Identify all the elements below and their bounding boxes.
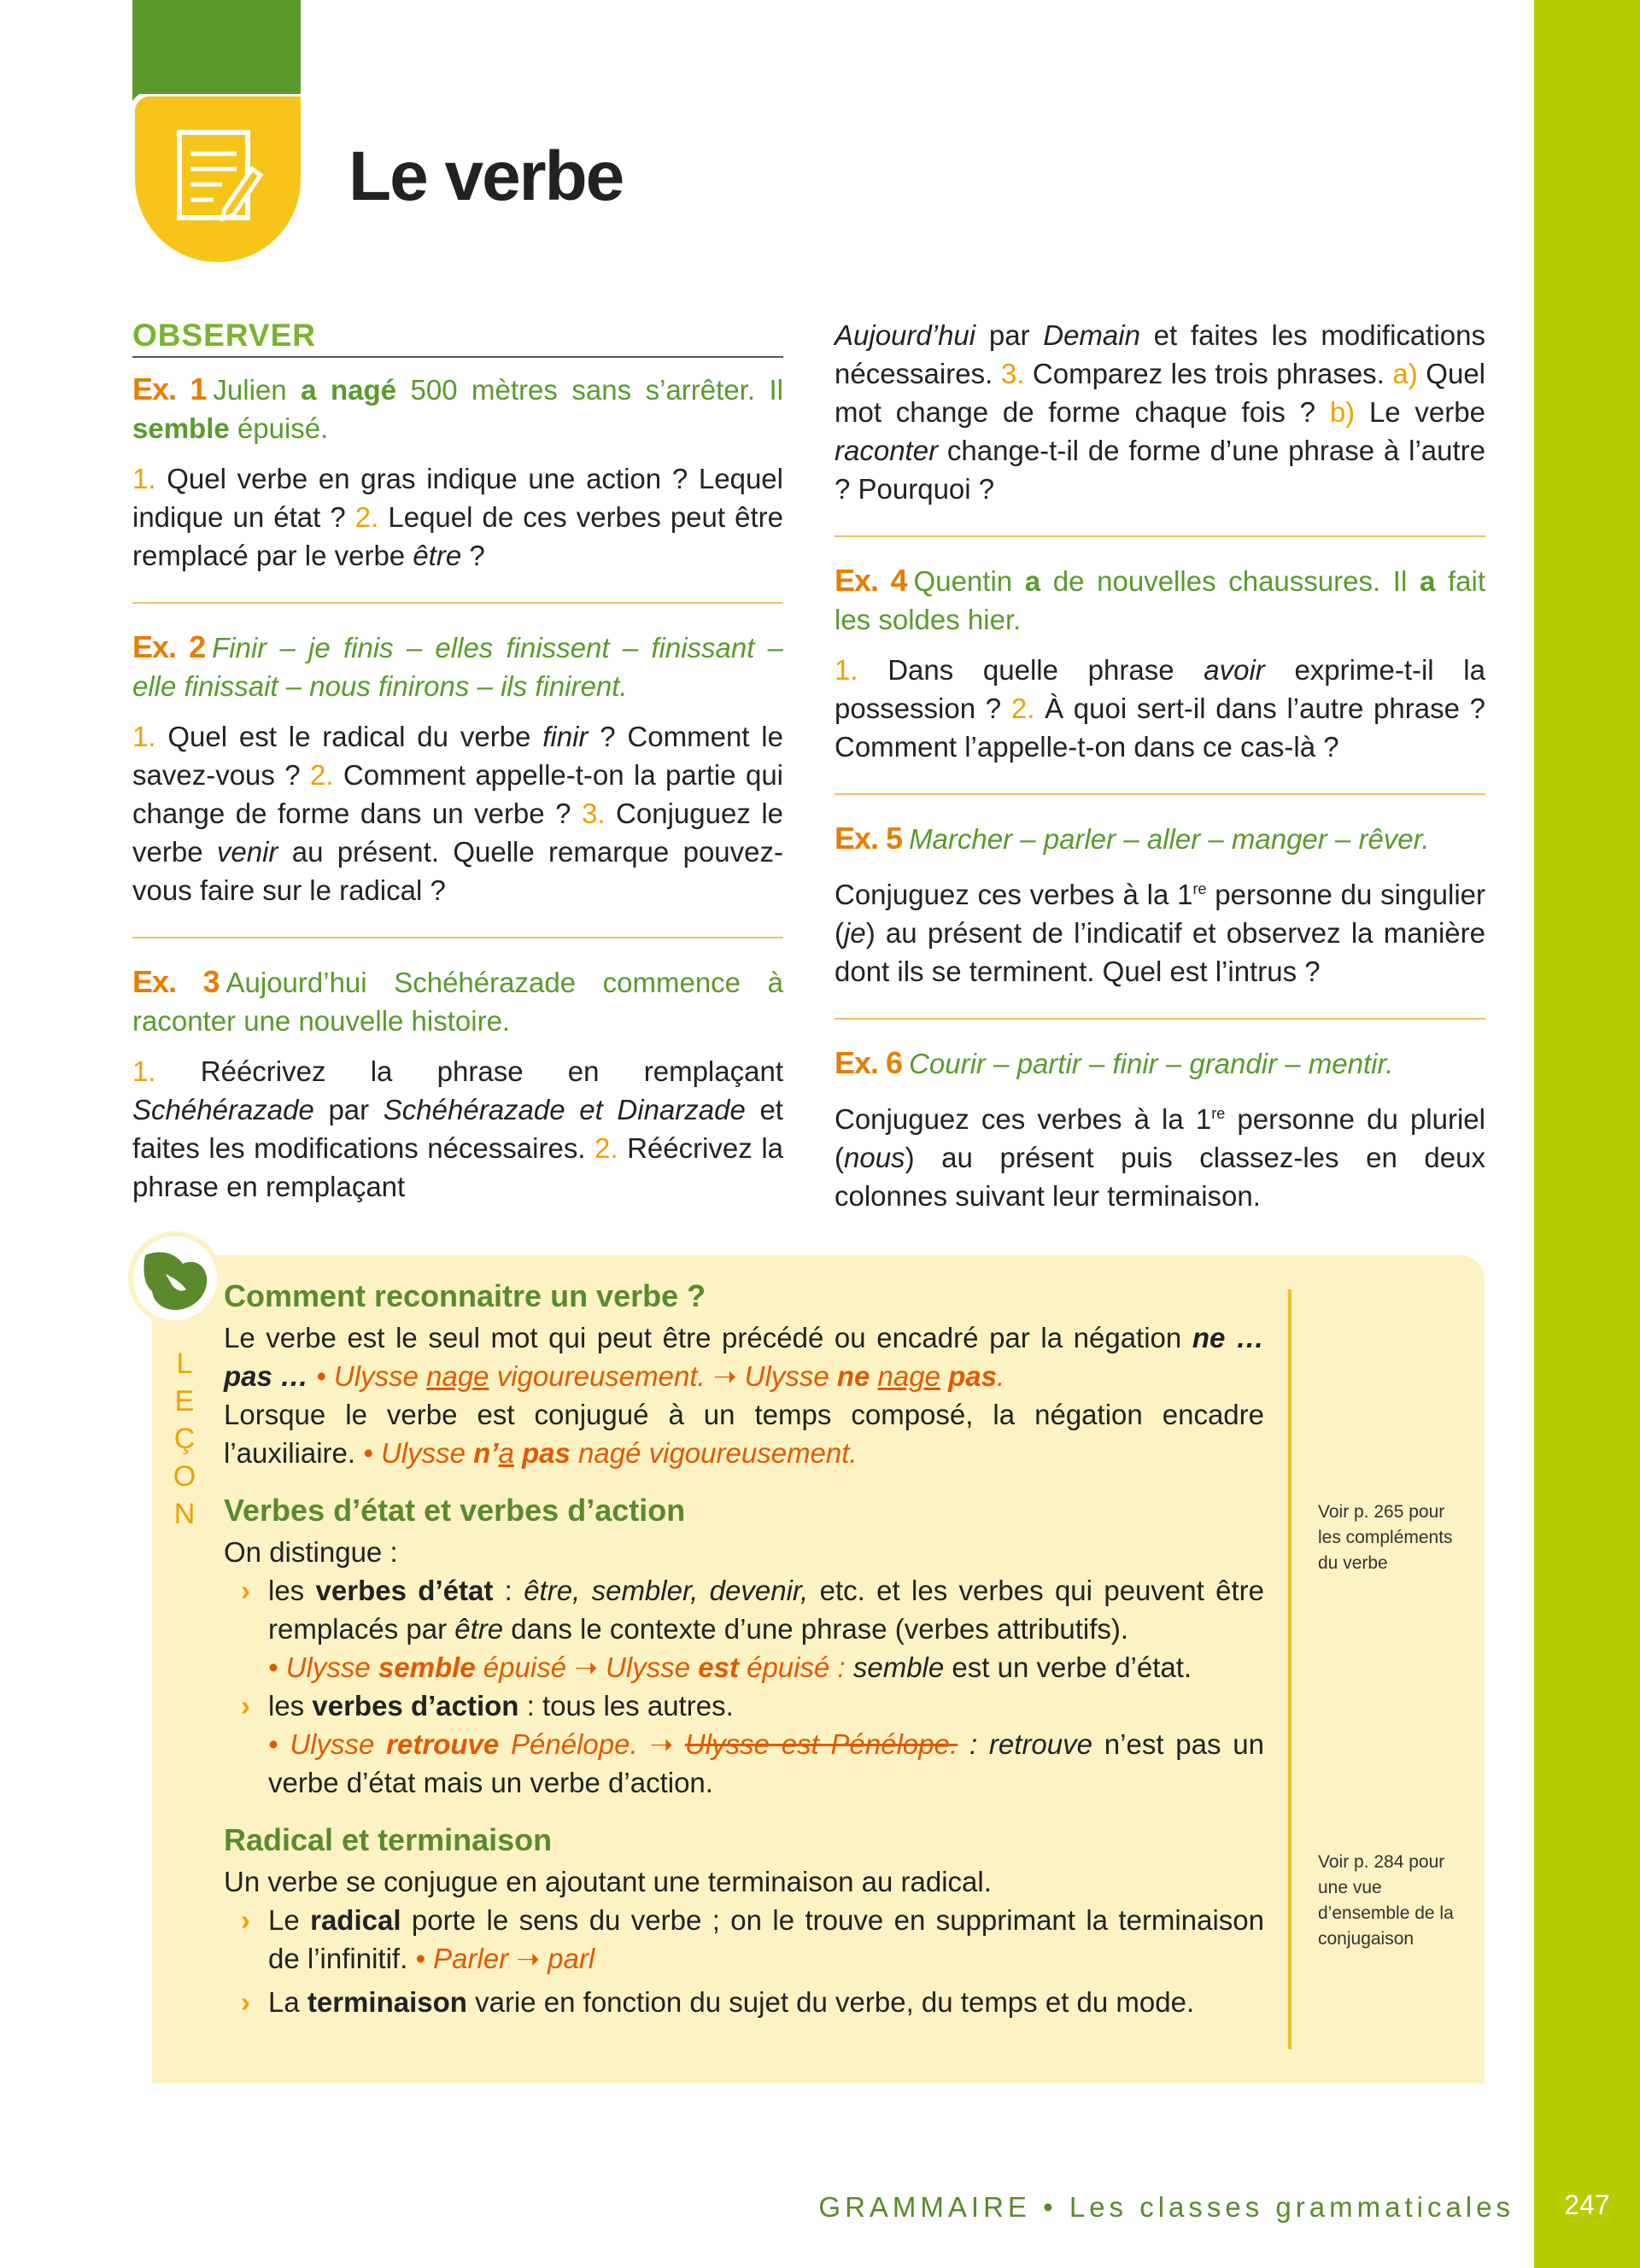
lesson-text: dans le contexte d’une phrase (verbes attributifs). [503, 1613, 1129, 1645]
example-text: • Ulysse [268, 1728, 387, 1760]
question-text: ) au présent puis classez-les en deux colonnes suivant leur terminaison. [835, 1142, 1485, 1212]
exercise-label: Ex. 5 [835, 821, 903, 856]
ex4-text: Quentin [913, 565, 1025, 597]
exercise-label: Ex. 3 [132, 964, 220, 999]
lesson-text: : [493, 1575, 524, 1606]
lesson-bullet [224, 1571, 1264, 1648]
exercise-label: Ex. 6 [835, 1045, 903, 1080]
ex1-text: épuisé. [229, 412, 329, 444]
ex5-statement: Marcher – parler – aller – manger – rêver. [909, 823, 1430, 855]
question-text: finir [542, 721, 589, 752]
question-text: je [844, 917, 866, 949]
example-text: nagé vigoureusement. [570, 1437, 858, 1469]
exercise-2 [132, 628, 783, 909]
ex4-text: fait les soldes hier. [835, 565, 1485, 635]
ex1-text: a nagé [301, 374, 396, 406]
lesson-heading: Comment reconnaitre un verbe ? [224, 1278, 706, 1313]
lesson-divider-line [1288, 1289, 1292, 2049]
question-number: 3. [1000, 358, 1025, 389]
lesson-example [224, 1725, 1264, 1802]
question-number: 2. [354, 501, 379, 533]
example-text: pas [948, 1360, 998, 1392]
exercise-4 [835, 561, 1485, 766]
lesson-text: les [268, 1575, 316, 1606]
question-text: et faites les modifications nécessaires. [835, 319, 1485, 389]
separator [132, 937, 783, 938]
separator [835, 1018, 1485, 1020]
lesson-text: est un verbe d’état. [944, 1651, 1192, 1683]
question-text: Schéhérazade et Dinarzade [383, 1094, 746, 1125]
lesson-example [224, 1648, 1264, 1686]
question-text: être [413, 540, 462, 571]
lesson-text: n’est pas un verbe d’état mais un verbe d’action. [268, 1728, 1265, 1798]
side-note-complements: Voir p. 265 pour les compléments du verbe [1318, 1502, 1453, 1573]
lesson-heading: Radical et terminaison [224, 1822, 553, 1857]
example-text [514, 1437, 522, 1469]
lesson-text: verbes d’action [312, 1690, 519, 1721]
exercise-label: Ex. 2 [132, 629, 206, 664]
question-number: 1. [835, 654, 858, 686]
lecon-letter: Ç [173, 1423, 196, 1455]
ex6-statement: Courir – partir – finir – grandir – mentir. [909, 1048, 1394, 1079]
example-text: • Ulysse [363, 1437, 474, 1469]
page-number: 247 [1564, 2189, 1610, 2220]
question-text: Aujourd’hui [835, 319, 976, 351]
question-text: Comment appelle-t-on la partie qui change de forme dans un verbe ? [132, 759, 784, 829]
question-text: Réécrivez la phrase en remplaçant [132, 1132, 783, 1202]
right-color-band [1534, 0, 1640, 2268]
example-text [940, 1360, 948, 1392]
lesson-text: Le verbe est le seul mot qui peut être précédé ou encadré par la négation [224, 1322, 1192, 1353]
example-text: • Ulysse [268, 1651, 378, 1683]
lesson-bullet [224, 1901, 1264, 1978]
chevron-right-icon: › [241, 1690, 250, 1721]
superscript: re [1192, 880, 1207, 897]
ex4-text: a [1419, 565, 1436, 597]
question-text: Quel verbe en gras indique une action ? Lequel indique un état ? [132, 463, 783, 533]
lesson-paragraph: On distingue : [224, 1536, 398, 1568]
exercise-label: Ex. 4 [835, 563, 907, 598]
question-text: Lequel de ces verbes peut être remplacé par le verbe [132, 501, 783, 571]
chevron-right-icon: › [241, 1575, 250, 1606]
lesson-text: : retrouve [958, 1728, 1092, 1760]
question-text: avoir [1204, 654, 1265, 686]
question-text: ) au présent de l’indicatif et observez la manière dont ils se terminent. Quel est l’intrus ? [835, 917, 1485, 987]
exercise-3-continued [835, 316, 1485, 508]
example-text: a [498, 1437, 514, 1469]
lesson-body [224, 1277, 1264, 2021]
lesson-bullet [224, 1983, 1264, 2021]
example-text [870, 1360, 877, 1392]
lesson-text: etc. et les verbes qui peuvent être remplacés par [268, 1575, 1264, 1645]
question-number: 3. [582, 798, 606, 829]
right-column [835, 316, 1485, 1232]
question-text: Quel est le radical du verbe [155, 721, 543, 752]
page-title: Le verbe [348, 137, 624, 215]
footer-subsection-label: Les classes grammaticales [1069, 2191, 1514, 2223]
lesson-text: porte le sens du verbe ; on le trouve en supprimant la terminaison de l’infinitif. [268, 1904, 1264, 1974]
footer-section-label: GRAMMAIRE [818, 2191, 1031, 2223]
document-edit-icon [132, 94, 303, 273]
example-text: nage [426, 1360, 489, 1392]
question-text: Comparez les trois phrases. [1024, 358, 1393, 389]
lesson-text: être [454, 1613, 504, 1645]
exercise-5 [835, 819, 1485, 991]
question-text: Conjuguez ces verbes à la 1 [835, 879, 1193, 910]
separator [835, 793, 1485, 795]
question-text: personne du pluriel ( [835, 1103, 1485, 1173]
ex4-text: a [1024, 565, 1041, 597]
example-text: épuisé : [738, 1651, 846, 1683]
lecon-vertical-label [167, 1345, 202, 1533]
exercise-6 [835, 1043, 1485, 1215]
lesson-text: varie en fonction du sujet du verbe, du temps et du mode. [466, 1986, 1195, 2018]
lesson-text: les [268, 1690, 313, 1721]
lecon-letter: E [174, 1385, 195, 1418]
example-text: nage [877, 1360, 940, 1392]
example-text: est [698, 1651, 739, 1683]
lesson-paragraph [224, 1318, 1264, 1395]
question-text: Conjuguez ces verbes à la 1 [835, 1103, 1212, 1135]
lesson-heading: Verbes d’état et verbes d’action [224, 1493, 686, 1528]
question-text: À quoi sert-il dans l’autre phrase ? Comment l’appelle-t-on dans ce cas-là ? [835, 693, 1485, 763]
lecon-letter: N [173, 1498, 196, 1530]
lecon-letter: O [173, 1460, 196, 1493]
lesson-text: semble [845, 1651, 945, 1683]
lesson-text: être, sembler, devenir, [524, 1575, 809, 1606]
ex1-text: Julien [213, 374, 302, 406]
example-text: pas [522, 1437, 571, 1469]
question-text: par [975, 319, 1044, 351]
lesson-paragraph: Un verbe se conjugue en ajoutant une terminaison au radical. [224, 1866, 992, 1897]
exercise-3 [132, 962, 783, 1206]
lesson-text: verbes d’état [315, 1575, 494, 1606]
question-text: Schéhérazade [132, 1094, 314, 1125]
leaf-logo-icon [126, 1230, 225, 1328]
question-text: Réécrivez la phrase en remplaçant [155, 1055, 783, 1087]
lesson-text: Lorsque le verbe est conjugué à un temps composé, la négation encadre l’auxiliaire. [224, 1399, 1264, 1469]
example-text: épuisé ➝ Ulysse [475, 1651, 699, 1683]
question-text: Quel mot change de forme chaque fois ? [835, 358, 1486, 428]
example-text: Pénélope. ➝ [499, 1728, 685, 1760]
question-text: change-t-il de forme d’une phrase à l’autre ? Pourquoi ? [835, 435, 1485, 505]
question-number: 2. [1010, 693, 1035, 724]
question-text: personne du singulier ( [835, 879, 1485, 949]
lesson-text: radical [310, 1904, 401, 1936]
ex2-statement: Finir – je finis – elles finissent – finissant – elle finissait – nous finirons – ils finirent. [132, 632, 783, 702]
question-number: a) [1392, 358, 1418, 389]
exercise-label: Ex. 1 [132, 371, 207, 406]
chevron-right-icon: › [241, 1986, 250, 2018]
side-note-conjugaison: Voir p. 284 pour une vue d’ensemble de la conjugaison [1318, 1852, 1454, 1949]
example-text: ne [836, 1360, 870, 1392]
lecon-letter: L [176, 1347, 193, 1380]
question-number: 2. [594, 1132, 618, 1164]
question-number: 2. [310, 759, 334, 791]
question-text: nous [844, 1142, 905, 1173]
question-text: au présent. Quelle remarque pouvez-vous faire sur le radical ? [132, 836, 783, 906]
example-text: • Parler ➝ parl [415, 1943, 595, 1974]
example-text: . [997, 1360, 1005, 1392]
footer-section [818, 2191, 1514, 2224]
lesson-paragraph [224, 1395, 1264, 1472]
observer-heading: OBSERVER [132, 316, 783, 358]
question-text: Demain [1043, 319, 1140, 351]
lesson-text: : tous les autres. [518, 1690, 734, 1721]
lesson-bullet [224, 1686, 1264, 1725]
example-text: semble [378, 1651, 476, 1683]
question-text: raconter [835, 435, 939, 466]
example-text: Ulysse est Pénélope. [684, 1728, 958, 1760]
separator [835, 535, 1485, 537]
ex1-text: 500 mètres sans s’arrêter. Il [396, 374, 783, 406]
question-text: et faites les modifications nécessaires. [132, 1094, 783, 1164]
ex3-statement: Aujourd’hui Schéhérazade commence à raconter une nouvelle histoire. [132, 967, 783, 1037]
question-number: 1. [132, 1055, 156, 1087]
question-text: venir [216, 836, 278, 868]
ex1-text: semble [132, 412, 230, 444]
separator [132, 602, 783, 604]
lesson-text: terminaison [307, 1986, 467, 2018]
question-number: 1. [132, 721, 156, 752]
example-text: • Ulysse [308, 1360, 427, 1392]
question-text: Dans quelle phrase [858, 654, 1204, 686]
lesson-text: Le [268, 1904, 311, 1936]
chevron-right-icon: › [241, 1904, 250, 1936]
question-text: ? Comment le savez-vous ? [132, 721, 783, 791]
question-number: 1. [132, 463, 156, 494]
lesson-text: La [268, 1986, 308, 2018]
question-number: b) [1329, 396, 1356, 428]
ex4-text: de nouvelles chaussures. Il [1040, 565, 1420, 597]
lesson-text: ne … pas … [224, 1322, 1264, 1392]
question-text: Le verbe [1355, 396, 1485, 428]
exercise-1 [132, 370, 783, 575]
example-text: vigoureusement. ➝ Ulysse [489, 1360, 837, 1392]
question-text: exprime-t-il la possession ? [835, 654, 1485, 724]
superscript: re [1211, 1105, 1226, 1122]
question-text: par [313, 1094, 384, 1125]
question-text: Conjuguez le verbe [132, 798, 783, 868]
left-column [132, 316, 783, 1223]
footer-separator: • [1043, 2191, 1057, 2223]
question-text: ? [461, 540, 485, 571]
example-text: n’ [473, 1437, 499, 1469]
example-text: retrouve [386, 1728, 500, 1760]
